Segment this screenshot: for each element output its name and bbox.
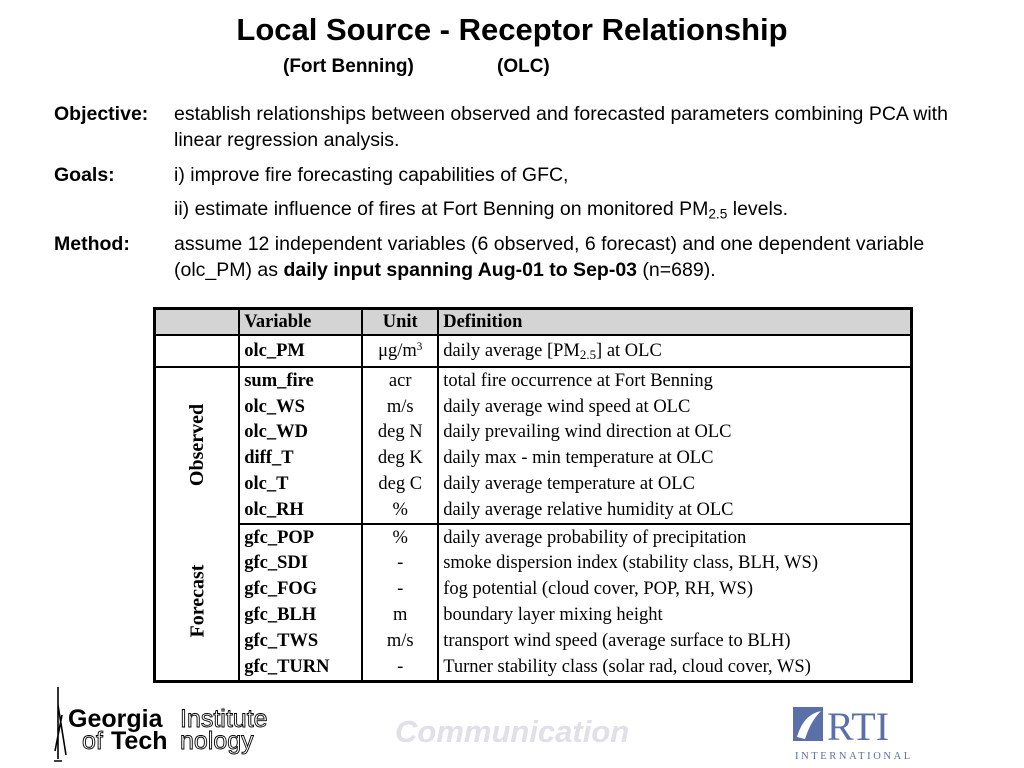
- cell-variable: olc_T: [239, 471, 362, 497]
- svg-text:Tech: Tech: [111, 727, 168, 755]
- table-row: [155, 602, 912, 628]
- table-row: [155, 497, 912, 524]
- header-unit: Unit: [362, 309, 438, 336]
- svg-text:RTI: RTI: [827, 704, 890, 749]
- cell-variable: olc_RH: [239, 497, 362, 524]
- cell-unit: %: [362, 497, 438, 524]
- cell-definition: daily max - min temperature at OLC: [438, 445, 911, 471]
- goal-item-2: ii) estimate influence of fires at Fort Benning on monitored $PM_{2.5}$ levels.: [174, 198, 789, 222]
- cell-unit: m/s: [362, 628, 438, 654]
- page-title: Local Source - Receptor Relationship: [236, 12, 788, 47]
- svg-text:of: of: [82, 727, 103, 755]
- cell-variable: gfc_POP: [239, 524, 362, 551]
- pm-group-cell: [155, 335, 240, 367]
- cell-variable: olc_PM: [239, 335, 362, 367]
- table-row: [155, 524, 912, 551]
- cell-variable: gfc_TURN: [239, 654, 362, 681]
- subtitle-fort-benning: (Fort Benning): [283, 56, 414, 77]
- cell-definition: total fire occurrence at Fort Benning: [438, 367, 911, 394]
- header-definition: Definition: [438, 309, 911, 336]
- svg-text:Georgia: Georgia: [68, 705, 163, 733]
- observed-group-cell: [155, 367, 240, 524]
- table-row: [155, 445, 912, 471]
- cell-variable: diff_T: [239, 445, 362, 471]
- cell-definition: daily average wind speed at OLC: [438, 394, 911, 420]
- cell-unit: deg N: [362, 420, 438, 446]
- cell-variable: olc_WS: [239, 394, 362, 420]
- svg-text:nology: nology: [180, 727, 254, 755]
- cell-unit: -: [362, 551, 438, 577]
- header-variable: Variable: [239, 309, 362, 336]
- cell-definition: daily average relative humidity at OLC: [438, 497, 911, 524]
- cell-unit: deg C: [362, 471, 438, 497]
- cell-unit: -: [362, 576, 438, 602]
- cell-definition: boundary layer mixing height: [438, 602, 911, 628]
- cell-variable: gfc_BLH: [239, 602, 362, 628]
- goals-label: Goals:: [54, 164, 115, 186]
- cell-variable: gfc_SDI: [239, 551, 362, 577]
- forecast-group-label: Forecast: [186, 564, 209, 638]
- table-header-row: [155, 309, 912, 336]
- method-text: assume 12 independent variables (6 observed, 6 forecast) and one dependent variable (olc_PM) as daily input spanning Aug-01 to Sep-03 (n=689).: [174, 233, 925, 281]
- subtitle-olc: (OLC): [497, 56, 550, 77]
- cell-unit: acr: [362, 367, 438, 394]
- variables-table: [153, 307, 913, 683]
- table-row: [155, 551, 912, 577]
- cell-definition: daily prevailing wind direction at OLC: [438, 420, 911, 446]
- cell-definition: daily average temperature at OLC: [438, 471, 911, 497]
- table-row: [155, 628, 912, 654]
- cell-unit: $\mu g/m^3$: [362, 335, 438, 367]
- cell-unit: deg K: [362, 445, 438, 471]
- objective-text: establish relationships between observed and forecasted parameters combining PCA with linear regression analysis.: [174, 103, 948, 151]
- goal-item-1: i) improve fire forecasting capabilities of GFC,: [174, 164, 569, 186]
- georgia-tech-logo: [52, 685, 302, 763]
- table-row: [155, 420, 912, 446]
- objective-label: Objective:: [54, 103, 149, 125]
- cell-unit: m: [362, 602, 438, 628]
- rti-international-logo: [793, 703, 925, 763]
- method-label: Method:: [54, 233, 130, 255]
- table-row: [155, 654, 912, 681]
- cell-unit: %: [362, 524, 438, 551]
- cell-definition: daily average probability of precipitation: [438, 524, 911, 551]
- header-group-cell: [155, 309, 240, 336]
- svg-text:Institute: Institute: [180, 705, 268, 733]
- cell-unit: -: [362, 654, 438, 681]
- table-row: [155, 471, 912, 497]
- footer-communication: Communication: [395, 714, 630, 749]
- table-row: [155, 367, 912, 394]
- table-row-olc-pm: [155, 335, 912, 367]
- cell-definition: transport wind speed (average surface to BLH): [438, 628, 911, 654]
- observed-group-label: Observed: [186, 404, 209, 487]
- cell-definition: fog potential (cloud cover, POP, RH, WS): [438, 576, 911, 602]
- forecast-group-cell: [155, 524, 240, 681]
- table-row: [155, 394, 912, 420]
- cell-definition: smoke dispersion index (stability class, BLH, WS): [438, 551, 911, 577]
- table-row: [155, 576, 912, 602]
- cell-variable: olc_WD: [239, 420, 362, 446]
- cell-definition: Turner stability class (solar rad, cloud cover, WS): [438, 654, 911, 681]
- cell-variable: gfc_TWS: [239, 628, 362, 654]
- cell-variable: gfc_FOG: [239, 576, 362, 602]
- cell-variable: sum_fire: [239, 367, 362, 394]
- cell-definition: daily average $[PM_{2.5}]$ at OLC: [438, 335, 911, 367]
- cell-unit: m/s: [362, 394, 438, 420]
- svg-text:INTERNATIONAL: INTERNATIONAL: [795, 751, 913, 762]
